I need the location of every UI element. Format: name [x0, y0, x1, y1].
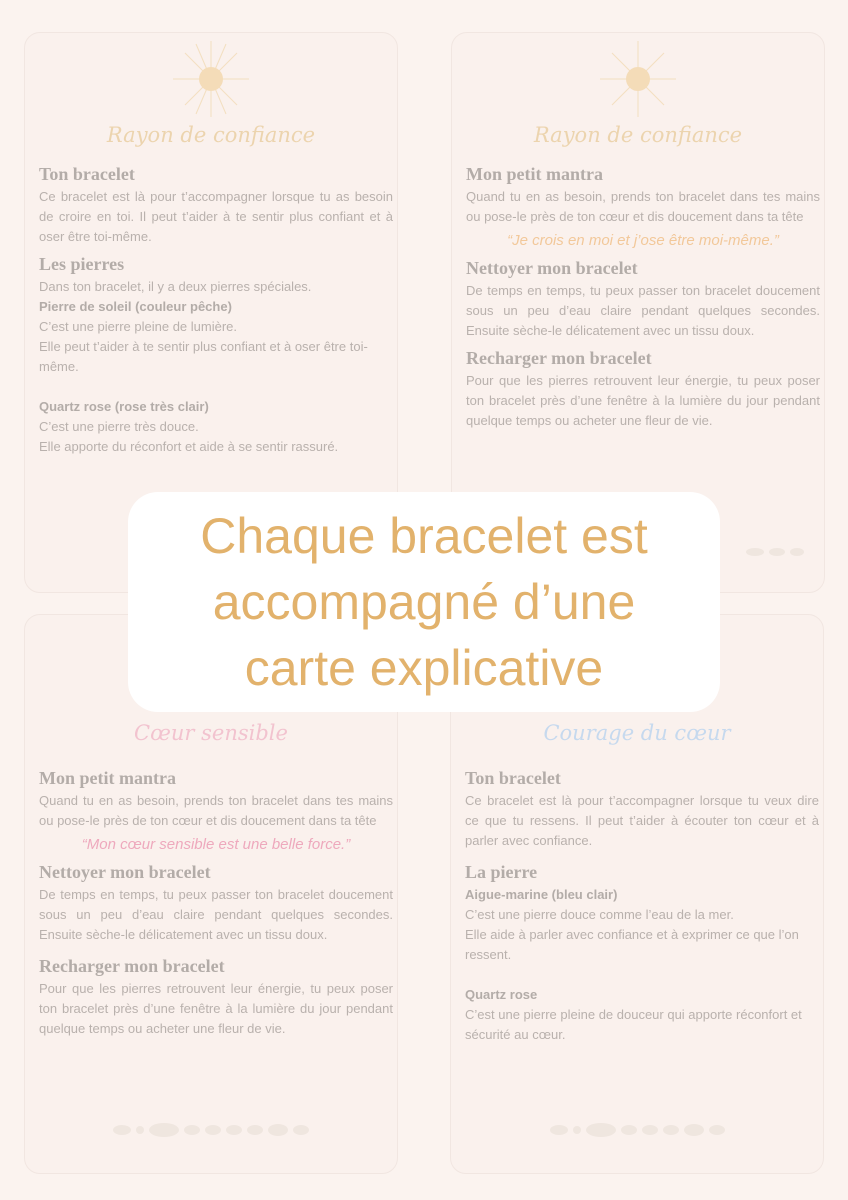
heading: Mon petit mantra — [466, 164, 603, 184]
headline-line: Chaque bracelet est — [200, 508, 648, 564]
paragraph: Elle apporte du réconfort et aide à se sentir rassuré. — [39, 439, 339, 454]
mantra: “Je crois en moi et j’ose être moi-même.” — [507, 232, 779, 249]
paragraph: Pour que les pierres retrouvent leur énergie, tu peux poser ton bracelet près d’une fenêtre à la lumière du jour pendant quelque temps ou acheter une fleur de vie. — [39, 981, 393, 1036]
stone-name: Quartz rose — [465, 987, 538, 1002]
headline-banner — [128, 492, 720, 712]
sun-icon — [171, 39, 251, 119]
paragraph: Elle peut t’aider à te sentir plus confiant et à oser être toi-même. — [39, 339, 368, 374]
card-title: Rayon de confiance — [533, 123, 743, 147]
paragraph: De temps en temps, tu peux passer ton bracelet doucement sous un peu d’eau claire pendant quelques secondes. Ensuite sèche-le délicatement avec un tissu doux. — [466, 283, 820, 338]
heading: Les pierres — [39, 254, 125, 274]
mantra: “Mon cœur sensible est une belle force.” — [81, 836, 351, 853]
paragraph: Pour que les pierres retrouvent leur énergie, tu peux poser ton bracelet près d’une fenêtre à la lumière du jour pendant quelque temps ou acheter une fleur de vie. — [466, 373, 820, 428]
paragraph: Ce bracelet est là pour t’accompagner lorsque tu as besoin de croire en toi. Il peut t’aider à te sentir plus confiant et à oser être toi-même. — [39, 189, 393, 244]
paragraph: De temps en temps, tu peux passer ton bracelet doucement sous un peu d’eau claire pendant quelques secondes. Ensuite sèche-le délicatement avec un tissu doux. — [39, 887, 393, 942]
stones-decoration — [25, 1123, 397, 1137]
paragraph: Quand tu en as besoin, prends ton bracelet dans tes mains ou pose-le près de ton cœur et dis doucement dans ta tête — [39, 793, 393, 828]
headline-line: carte explicative — [244, 640, 604, 696]
paragraph: Ce bracelet est là pour t’accompagner lorsque tu veux dire ce que tu ressens. Il peut t’aider à écouter ton cœur et à parler avec confiance. — [465, 793, 819, 848]
stones-decoration — [451, 1123, 823, 1137]
paragraph: C’est une pierre pleine de lumière. — [39, 319, 237, 334]
paragraph: Quand tu en as besoin, prends ton bracelet dans tes mains ou pose-le près de ton cœur et dis doucement dans ta tête — [466, 189, 820, 224]
card-title: Rayon de confiance — [106, 123, 316, 147]
heading: Recharger mon bracelet — [39, 956, 225, 976]
heading: La pierre — [465, 862, 538, 882]
paragraph: Elle aide à parler avec confiance et à exprimer ce que l’on ressent. — [465, 927, 799, 962]
paragraph: C’est une pierre douce comme l’eau de la mer. — [465, 907, 734, 922]
heading: Nettoyer mon bracelet — [39, 862, 211, 882]
paragraph: C’est une pierre très douce. — [39, 419, 199, 434]
stone-name: Pierre de soleil (couleur pêche) — [39, 299, 232, 314]
paragraph: C’est une pierre pleine de douceur qui apporte réconfort et sécurité au cœur. — [465, 1007, 802, 1042]
heading: Recharger mon bracelet — [466, 348, 652, 368]
stone-name: Aigue-marine (bleu clair) — [465, 887, 618, 902]
stone-name: Quartz rose (rose très clair) — [39, 399, 209, 414]
card-title: Courage du cœur — [543, 721, 731, 745]
card-title: Cœur sensible — [134, 721, 288, 745]
heading: Mon petit mantra — [39, 768, 176, 788]
headline-line: accompagné d’une — [212, 574, 636, 630]
paragraph: Dans ton bracelet, il y a deux pierres spéciales. — [39, 279, 312, 294]
heading: Nettoyer mon bracelet — [466, 258, 638, 278]
heading: Ton bracelet — [465, 768, 561, 788]
heading: Ton bracelet — [39, 164, 135, 184]
sun-icon — [598, 39, 678, 119]
